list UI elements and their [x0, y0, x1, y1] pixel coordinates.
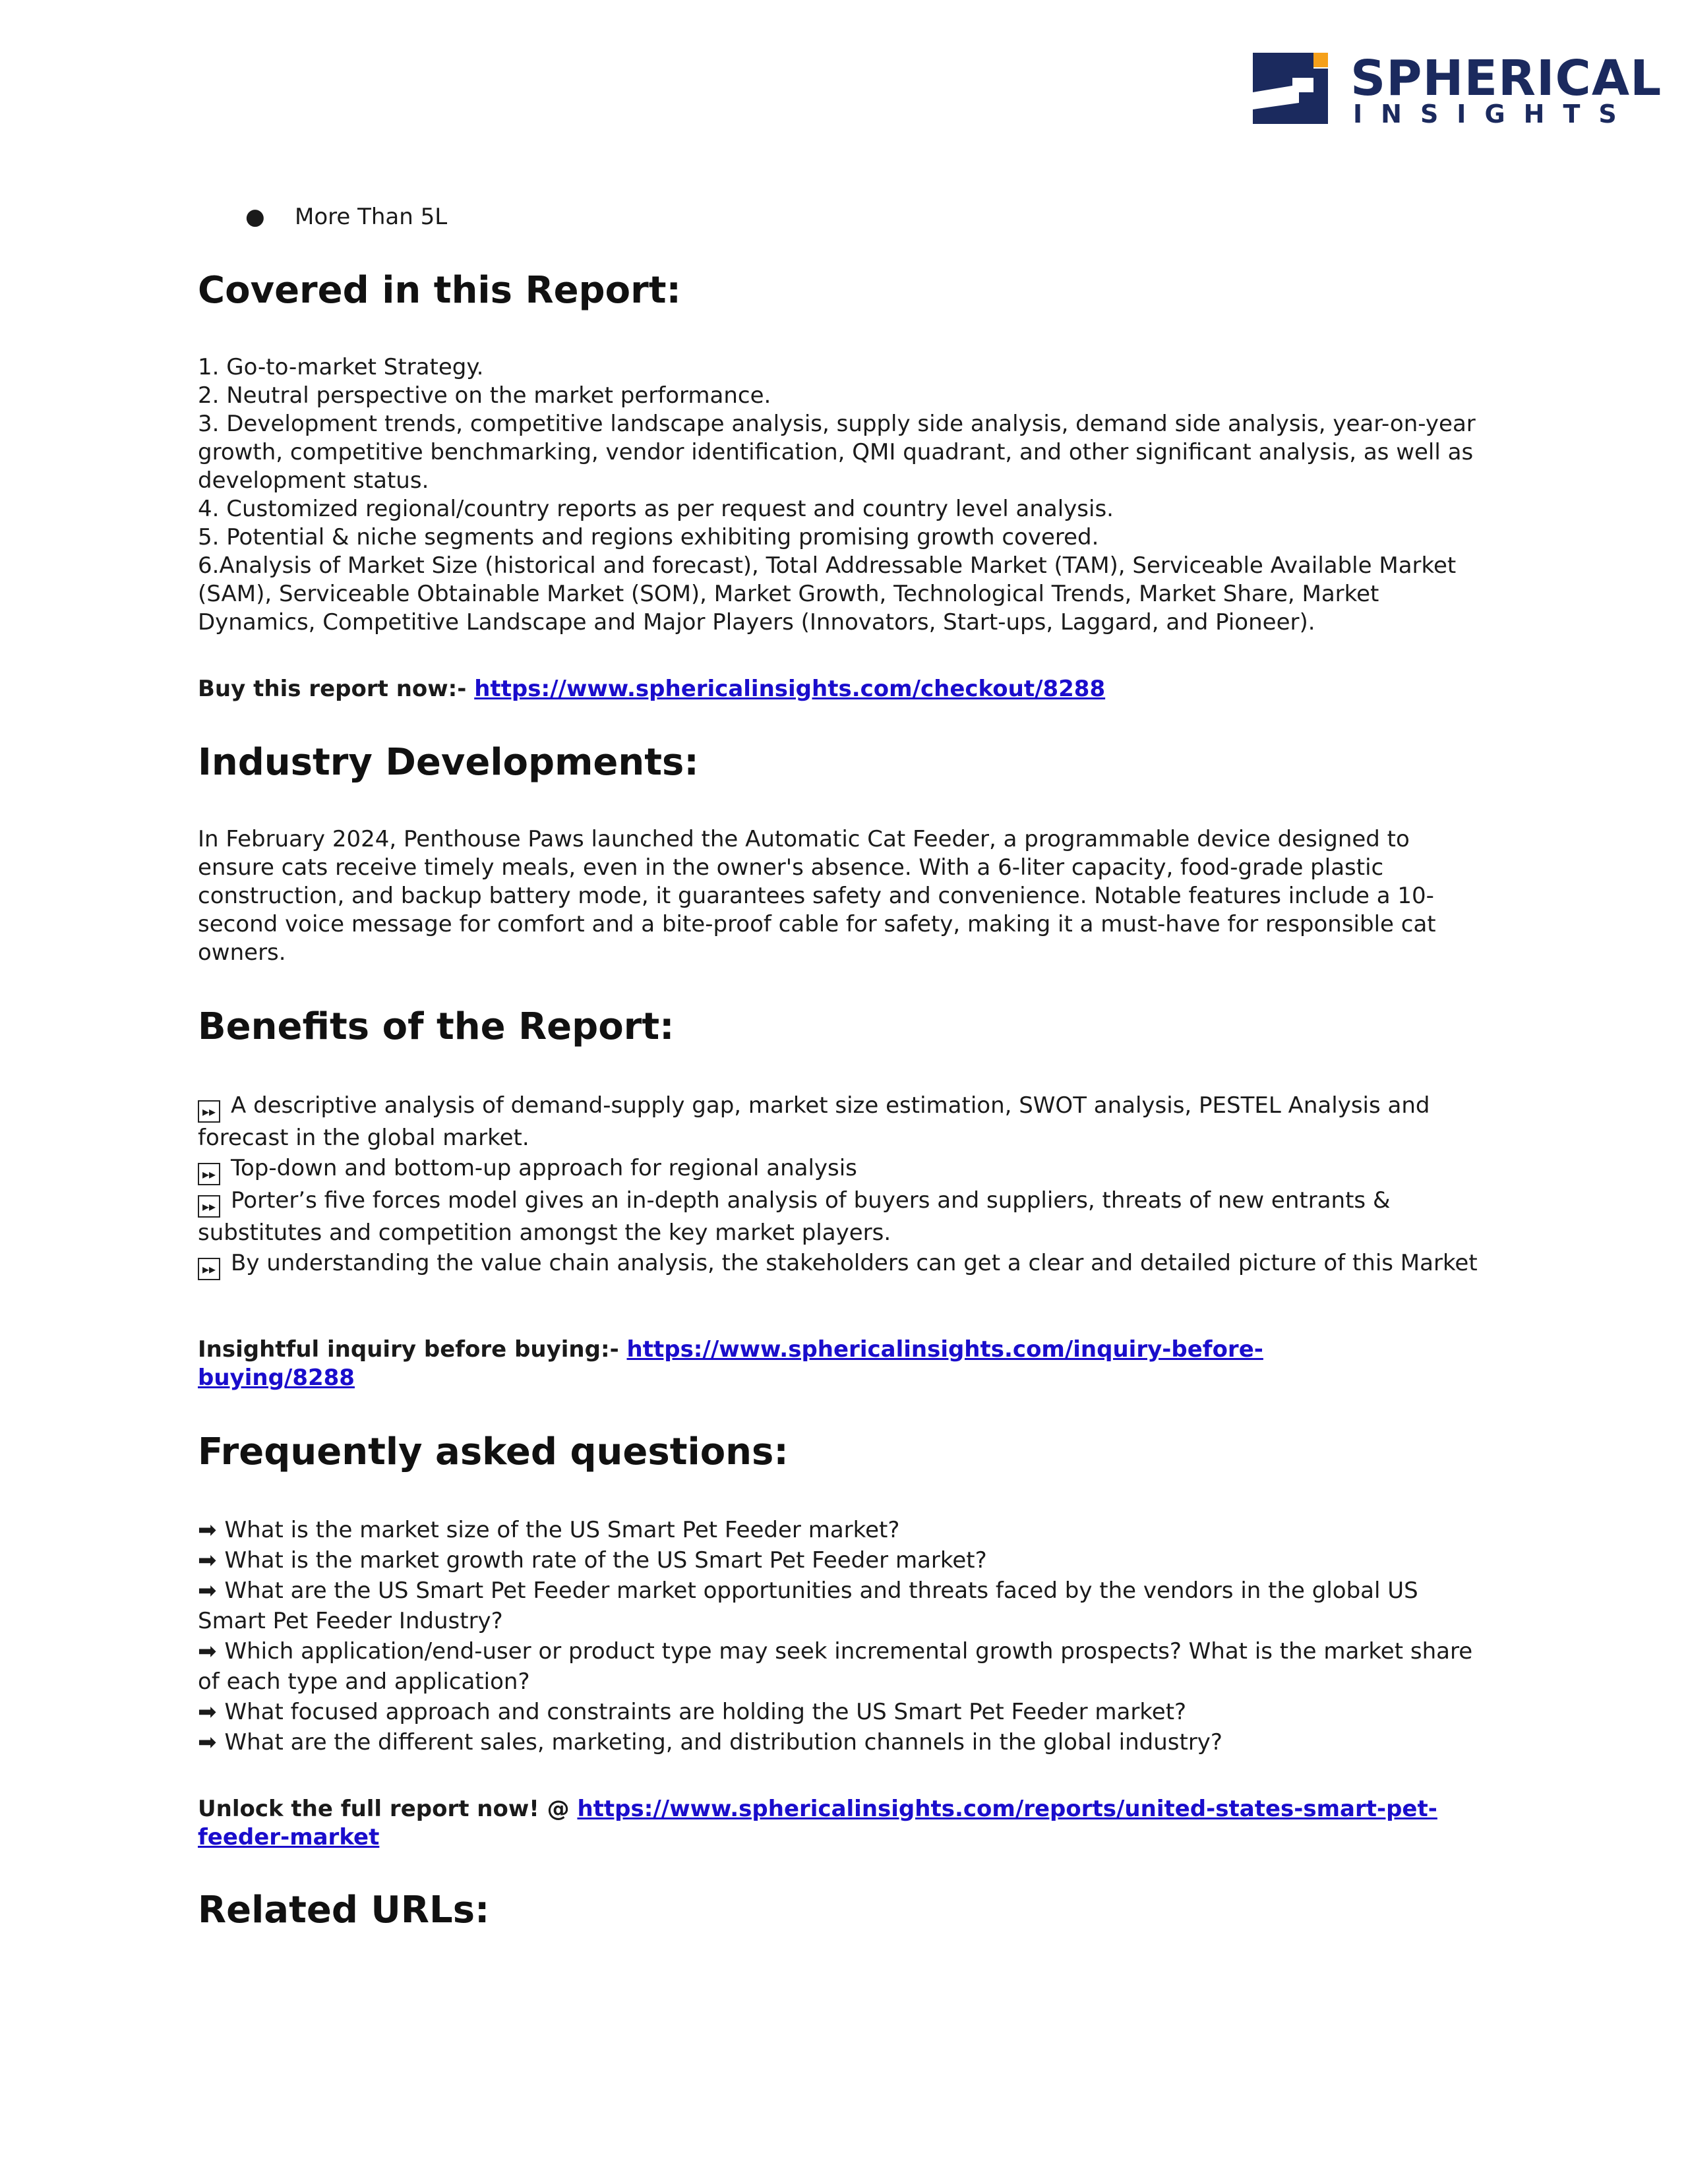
list-item: ▸▸ Porter’s five forces model gives an in-depth analysis of buyers and suppliers, threats of new entrants & substitutes and competition amongst the key market players. — [198, 1187, 1391, 1246]
right-arrow-icon: ➡ — [198, 1699, 217, 1725]
list-item: ➡ What is the market growth rate of the US Smart Pet Feeder market? — [198, 1547, 987, 1574]
inquiry-label: Insightful inquiry before buying:- — [198, 1336, 627, 1363]
fast-forward-box-icon: ▸▸ — [198, 1163, 220, 1185]
logo-subtitle: INSIGHTS — [1353, 100, 1635, 129]
section-heading-related: Related URLs: — [198, 1889, 490, 1932]
developments-text: In February 2024, Penthouse Paws launched the Automatic Cat Feeder, a programmable device designed to ensure cats receive timely meals, even in the owner's absence. With a 6-liter capacity, food-grade plastic construction, and backup battery mode, it guarantees safety and convenience. Notable features include a 10-second voice message for comfort and a bite-proof cable for safety, making it a must-have for responsible cat owners. — [198, 826, 1436, 966]
list-item: 6.Analysis of Market Size (historical and forecast), Total Addressable Market (TAM), Serviceable Available Market (SAM), Serviceable Obtainable Market (SOM), Market Growth, Technological Trends, Market Share, Market Dynamics, Competitive Landscape and Major Players (Innovators, Start-ups, Laggard, and Pioneer). — [198, 552, 1457, 635]
section-heading-covered: Covered in this Report: — [198, 269, 681, 312]
right-arrow-icon: ➡ — [198, 1517, 217, 1543]
fast-forward-box-icon: ▸▸ — [198, 1195, 220, 1218]
list-item: 1. Go-to-market Strategy. — [198, 354, 484, 380]
list-item: 5. Potential & niche segments and regions exhibiting promising growth covered. — [198, 524, 1099, 550]
list-item: 2. Neutral perspective on the market performance. — [198, 382, 771, 409]
list-item: ▸▸ Top-down and bottom-up approach for regional analysis — [198, 1153, 1490, 1185]
inquiry-link[interactable]: https://www.sphericalinsights.com/inquiry-before-buying/8288 — [198, 1336, 1263, 1391]
list-item: ▸▸ A descriptive analysis of demand-supply gap, market size estimation, SWOT analysis, PESTEL Analysis and forecast in the global market. — [198, 1092, 1430, 1151]
faq-list — [198, 1515, 1490, 1757]
list-item: ➡ What are the different sales, marketing, and distribution channels in the global industry? — [198, 1729, 1222, 1756]
right-arrow-icon: ➡ — [198, 1638, 217, 1665]
logo-mark-icon — [1253, 51, 1339, 127]
list-item: ▸▸ By understanding the value chain analysis, the stakeholders can get a clear and detailed picture of this Market — [198, 1248, 1490, 1280]
section-heading-faq: Frequently asked questions: — [198, 1431, 789, 1473]
list-item: 4. Customized regional/country reports as per request and country level analysis. — [198, 496, 1114, 522]
right-arrow-icon: ➡ — [198, 1578, 217, 1604]
bullet-icon: ● — [245, 204, 265, 230]
unlock-label: Unlock the full report now! @ — [198, 1796, 578, 1822]
logo-wordmark: SPHERICAL — [1350, 50, 1662, 107]
unlock-line — [198, 1795, 1490, 1852]
right-arrow-icon: ➡ — [198, 1547, 217, 1574]
checkout-link[interactable]: https://www.sphericalinsights.com/checkout/8288 — [474, 676, 1106, 702]
buy-now-line — [198, 675, 1490, 703]
section-heading-benefits: Benefits of the Report: — [198, 1005, 675, 1048]
list-item: ➡ What is the market size of the US Smart Pet Feeder market? — [198, 1517, 900, 1543]
list-item: 3. Development trends, competitive landscape analysis, supply side analysis, demand side analysis, year-on-year growth, competitive benchmarking, vendor identification, QMI quadrant, and other significant analysis, as well as development status. — [198, 411, 1476, 494]
benefits-list — [198, 1090, 1490, 1280]
list-item: ➡ What are the US Smart Pet Feeder market opportunities and threats faced by the vendors in the global US Smart Pet Feeder Industry? — [198, 1578, 1418, 1634]
report-link[interactable]: https://www.sphericalinsights.com/reports/united-states-smart-pet-feeder-market — [198, 1796, 1437, 1850]
spherical-insights-logo — [1253, 50, 1662, 131]
covered-list — [198, 353, 1490, 637]
list-item: ➡ Which application/end-user or product type may seek incremental growth prospects? What is the market share of each type and application? — [198, 1638, 1473, 1695]
list-item: ➡ What focused approach and constraints are holding the US Smart Pet Feeder market? — [198, 1699, 1187, 1725]
section-heading-developments: Industry Developments: — [198, 741, 699, 784]
inquiry-line — [198, 1336, 1345, 1392]
right-arrow-icon: ➡ — [198, 1729, 217, 1756]
fast-forward-box-icon: ▸▸ — [198, 1100, 220, 1123]
fast-forward-box-icon: ▸▸ — [198, 1258, 220, 1280]
buy-now-label: Buy this report now:- — [198, 676, 475, 702]
